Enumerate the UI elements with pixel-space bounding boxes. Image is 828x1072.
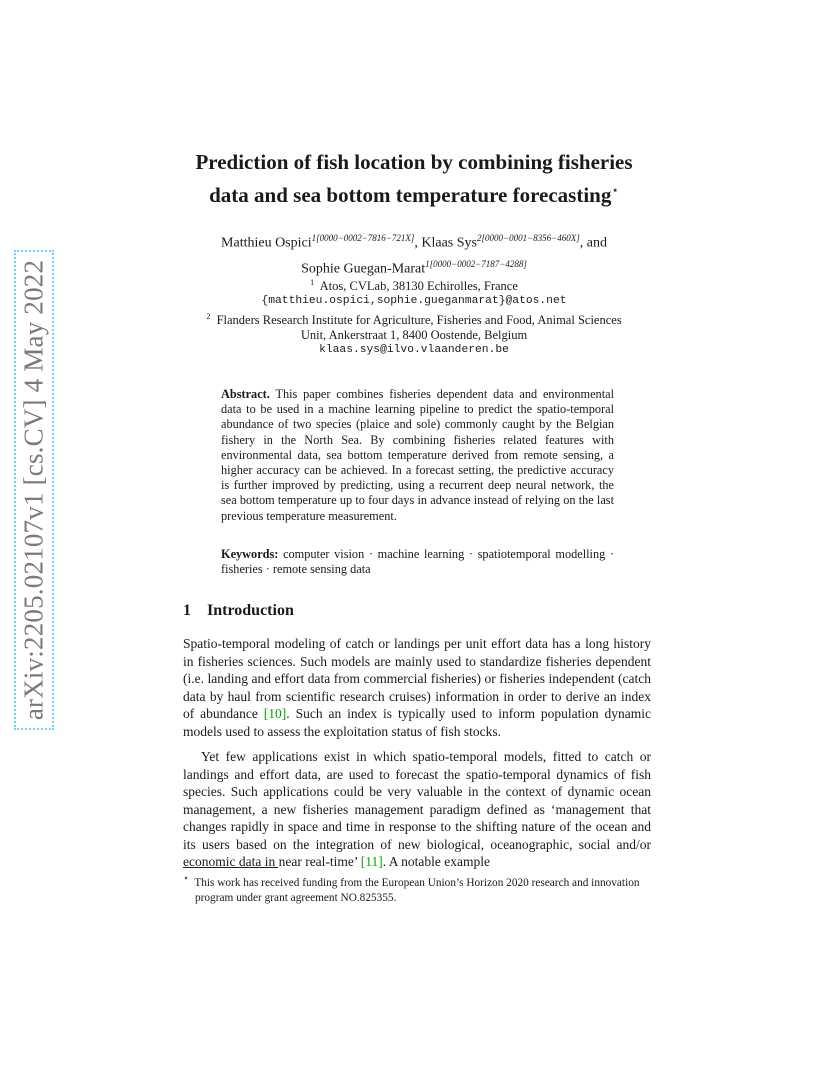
paragraph-2-text-a: Yet few applications exist in which spatio-temporal models, fitted to catch or landings and effort data, are used to forecast the spatio-temporal dynamics of fish species. Such applications could be very valuable in the context of dynamic ocean management, a new fisheries management paradigm defined as ‘management that changes rapidly in space and time in response to the shifting nature of the ocean and its users based on the integration of new biological, oceanographic, social and/or economic data in near real-time’ [183,749,651,869]
affiliation-2-number: 2 [206,312,211,322]
section-number: 1 [183,602,191,619]
author-2-name: Klaas Sys [421,235,477,251]
footnote-mark: ⋆ [183,874,189,884]
paragraph-1 [183,635,651,740]
footnote-rule [183,867,278,868]
author-and: , and [579,235,607,251]
paper-title [170,148,658,209]
section-heading [183,602,294,620]
keywords-label: Keywords: [221,547,279,561]
footnote-text: This work has received funding from the European Union’s Horizon 2020 research and innovation program under grant agreement NO.825355. [194,876,640,904]
affiliation-1-email: {matthieu.ospici,sophie.gueganmarat}@atos.net [261,295,567,308]
arxiv-identifier: arXiv:2205.02107v1 [cs.CV] 4 May 2022 [18,259,49,721]
affiliation-1-number: 1 [310,278,315,287]
abstract-text: This paper combines fisheries dependent data and environmental data to be used in a machine learning pipeline to predict the spatio-temporal abundance of two species (plaice and sole) commonly caught by the Belgian fishery in the North Sea. By combining fisheries related features with environmental data, sea bottom temperature derived from remote sensing, a higher accuracy can be achieved. In a forecast setting, the predictive accuracy is further improved by predicting, using a recurrent deep neural network, the sea bottom temperature up to four days in advance instead of relying on the last previous temperature measurement. [221,387,614,523]
affiliation-1-text: Atos, CVLab, 38130 Echirolles, France [319,279,518,294]
keywords [221,547,614,577]
citation-link-11[interactable]: [11] [360,854,383,869]
affiliation-2-line-1: Flanders Research Institute for Agriculture, Fisheries and Food, Animal Sciences [216,313,622,328]
abstract-label: Abstract. [221,387,270,401]
keywords-text: computer vision · machine learning · spatiotemporal modelling · fisheries · remote sensing data [221,547,614,577]
paragraph-1-text-b: . Such an index is typically used to inform population dynamic models used to assess the exploitation status of fish stocks. [183,706,651,739]
affiliation-2-email: klaas.sys@ilvo.vlaanderen.be [319,344,509,357]
title-footnote-mark: ⋆ [611,183,619,197]
footnote-body [183,872,651,906]
abstract [221,387,614,524]
author-line-1: Matthieu Ospici$^{1[0000-0002-7816-721X]}$, Klaas Sys$^{2[0000-0001-8356-460X]}$, and [221,233,607,251]
section-title: Introduction [207,602,294,619]
affiliation-2 [150,309,678,328]
title-line-2 [170,176,658,209]
footnote [183,872,651,906]
author-3-orcid: 1[0000−0002−7187−4288] [425,258,527,269]
title-line-1: Prediction of fish location by combining fisheries [195,150,633,174]
paragraph-2 [183,748,651,871]
author-3-name: Sophie Guegan-Marat [301,261,426,277]
author-1-orcid: 1[0000−0002−7816−721X] [311,233,415,243]
affiliation-1 [150,275,678,294]
citation-link-10[interactable]: [10] [263,706,287,721]
author-list [150,228,678,279]
paragraph-2-text-b: . A notable example [382,854,491,869]
title-line-2-text: data and sea bottom temperature forecasting [209,183,612,207]
author-2-orcid: 2[0000−0001−8356−460X] [477,233,580,243]
paragraph-1-text-a: Spatio-temporal modeling of catch or landings per unit effort data has a long history in fisheries sciences. Such models are mainly used to standardize fisheries dependent (i.e. landing and effort data from commercial fisheries) or fisheries independent (catch data by haul from scientific research cruises) information in order to derive an index of abundance [183,636,651,721]
affiliation-2-line-2: Unit, Ankerstraat 1, 8400 Oostende, Belgium [300,328,528,343]
affiliations [150,275,678,358]
author-1-name: Matthieu Ospici [221,235,312,251]
